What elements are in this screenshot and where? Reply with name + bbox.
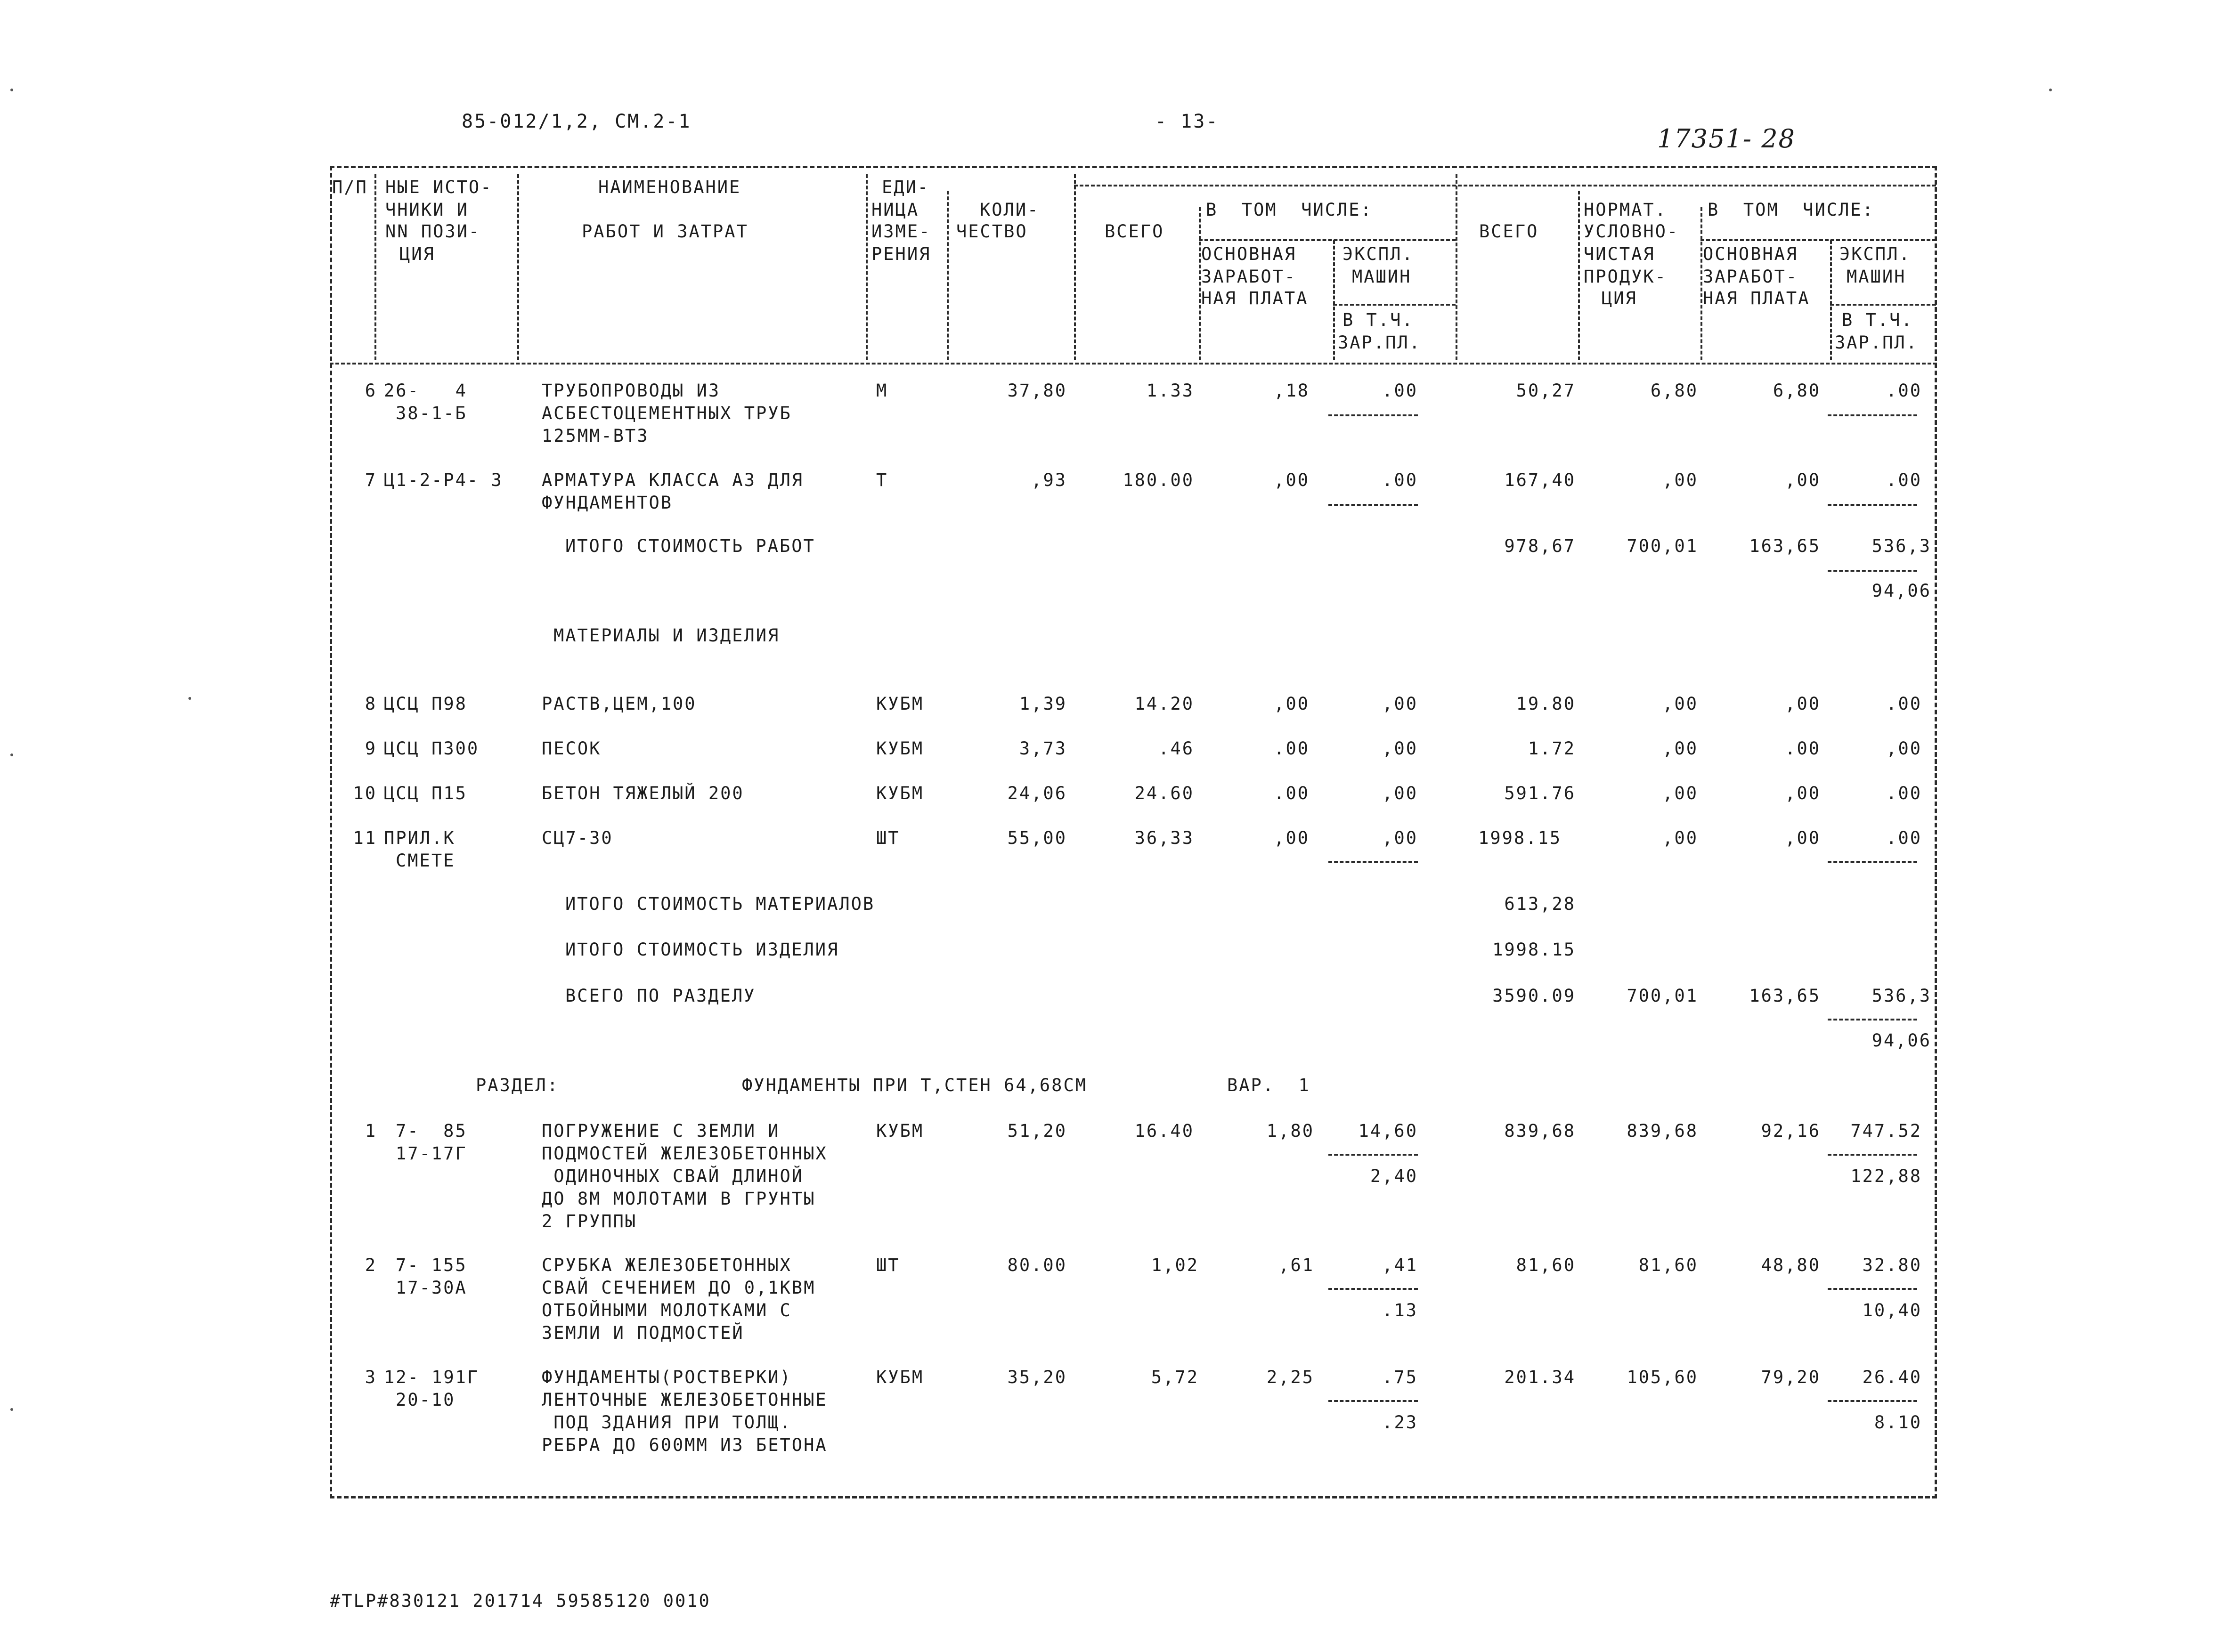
row-source: 12- 191Г (384, 1367, 480, 1387)
row-name: ПОДМОСТЕЙ ЖЕЛЕЗОБЕТОННЫХ (542, 1143, 828, 1164)
total-materials-label: ИТОГО СТОИМОСТЬ МАТЕРИАЛОВ (565, 894, 875, 914)
row-cost-norm: 81,60 (1638, 1255, 1698, 1275)
row-cost-mach: .00 (1886, 783, 1922, 803)
row-cost-base: ,00 (1785, 470, 1821, 490)
row-name: СЦ7-30 (542, 828, 613, 848)
row-cost-total: 591.76 (1504, 783, 1576, 803)
total-works-label: ИТОГО СТОИМОСТЬ РАБОТ (565, 536, 815, 556)
row-source: ЦСЦ П15 (384, 783, 467, 803)
row-cost-mach: .00 (1886, 694, 1922, 714)
row-quantity: 51,20 (1007, 1121, 1067, 1141)
header-cost-norm: ЧИСТАЯ (1584, 244, 1655, 264)
row-unit-mach: ,41 (1382, 1255, 1418, 1275)
scan-speck (10, 1408, 13, 1411)
row-unit-total: 16.40 (1134, 1121, 1194, 1141)
row-source: 7- 85 (396, 1121, 467, 1141)
header-divider (1578, 191, 1580, 360)
total-materials-value: 613,28 (1504, 894, 1576, 914)
underline (1328, 414, 1418, 416)
row-name: ПОД ЗДАНИЯ ПРИ ТОЛЩ. (542, 1412, 792, 1433)
underline (1828, 504, 1917, 506)
row-number: 11 (353, 828, 377, 848)
row-cost-total: 19.80 (1516, 694, 1576, 714)
underline (1328, 1400, 1418, 1402)
header-cost-base: ЗАРАБОТ- (1703, 267, 1798, 287)
row-unit-total: 24.60 (1134, 783, 1194, 803)
row-unit: М (876, 381, 888, 401)
header-rule (1830, 304, 1936, 306)
row-cost-norm: ,00 (1662, 783, 1698, 803)
row-unit: КУБМ (876, 738, 924, 759)
header-cost-incl: В ТОМ ЧИСЛЕ: (1708, 200, 1874, 220)
row-source: 7- 155 (396, 1255, 467, 1275)
row-unit-mach: .75 (1382, 1367, 1418, 1387)
row-unit-base: ,00 (1274, 694, 1310, 714)
row-number: 3 (365, 1367, 377, 1387)
row-unit: ШТ (876, 1255, 900, 1275)
row-unit: Т (876, 470, 888, 490)
row-cost-mach: 747.52 (1850, 1121, 1922, 1141)
section-variant: ВАР. 1 (1227, 1075, 1310, 1095)
row-cost-mach-wage: 10,40 (1862, 1300, 1922, 1320)
row-cost-total: 81,60 (1516, 1255, 1576, 1275)
row-number: 6 (365, 381, 377, 401)
row-cost-mach: 32.80 (1862, 1255, 1922, 1275)
section-title: ФУНДАМЕНТЫ ПРИ Т,СТЕН 64,68СМ (742, 1075, 1088, 1095)
header-unit-base: ОСНОВНАЯ (1201, 244, 1297, 264)
row-unit: КУБМ (876, 694, 924, 714)
header-unit-total: ВСЕГО (1105, 221, 1164, 242)
row-cost-total: 167,40 (1504, 470, 1576, 490)
row-cost-norm: ,00 (1662, 738, 1698, 759)
row-unit-mach-wage: .23 (1382, 1412, 1418, 1433)
header-divider (1456, 174, 1457, 360)
row-unit: ШТ (876, 828, 900, 848)
section-label: РАЗДЕЛ: (476, 1075, 559, 1095)
row-cost-base: ,00 (1785, 828, 1821, 848)
header-unit-mach: МАШИН (1352, 267, 1412, 287)
materials-title: МАТЕРИАЛЫ И ИЗДЕЛИЯ (553, 625, 780, 646)
header-cost-total: ВСЕГО (1479, 221, 1539, 242)
row-quantity: 3,73 (1019, 738, 1067, 759)
row-cost-base: 6,80 (1773, 381, 1821, 401)
header-unit-mach: ЗАР.ПЛ. (1338, 332, 1421, 353)
row-cost-norm: ,00 (1662, 694, 1698, 714)
header-col-unit: ЕДИ- (882, 177, 930, 197)
underline (1828, 570, 1917, 572)
row-cost-mach-wage: 122,88 (1850, 1166, 1922, 1186)
row-name: ТРУБОПРОВОДЫ ИЗ (542, 381, 721, 401)
row-cost-total: 50,27 (1516, 381, 1576, 401)
row-source: СМЕТЕ (396, 850, 456, 871)
total-items-label: ИТОГО СТОИМОСТЬ ИЗДЕЛИЯ (565, 939, 839, 960)
total-section-cost-total: 3590.09 (1492, 986, 1576, 1006)
row-cost-mach: 26.40 (1862, 1367, 1922, 1387)
row-cost-base: ,00 (1785, 694, 1821, 714)
total-works-cost-mach: 536,3 (1871, 536, 1931, 556)
header-col-unit: РЕНИЯ (871, 244, 931, 264)
row-unit-base: ,00 (1274, 828, 1310, 848)
row-number: 8 (365, 694, 377, 714)
row-cost-total: 1998.15 (1478, 828, 1562, 848)
scan-speck (2049, 89, 2052, 91)
row-source: ЦСЦ П98 (384, 694, 467, 714)
header-cost-mach: МАШИН (1847, 267, 1906, 287)
header-col-quantity: ЧЕСТВО (956, 221, 1028, 242)
header-cost-norm: НОРМАТ. (1584, 200, 1667, 220)
row-unit-base: 1,80 (1266, 1121, 1314, 1141)
header-unit-incl: В ТОМ ЧИСЛЕ: (1206, 200, 1373, 220)
header-divider (1074, 174, 1076, 360)
row-number: 9 (365, 738, 377, 759)
document-code: 85-012/1,2, СМ.2-1 (462, 111, 692, 132)
header-col-unit: НИЦА (871, 200, 919, 220)
underline (1828, 1288, 1917, 1290)
row-unit-base: .00 (1274, 783, 1310, 803)
row-cost-norm: ,00 (1662, 470, 1698, 490)
row-name: 125ММ-ВТ3 (542, 426, 649, 446)
header-cost-norm: УСЛОВНО- (1584, 221, 1679, 242)
footer-code: #TLP#830121 201714 59585120 0010 (330, 1591, 711, 1611)
row-cost-norm: 105,60 (1627, 1367, 1698, 1387)
header-bottom-rule (330, 363, 1937, 364)
header-divider (1700, 207, 1702, 360)
header-col-name: НАИМЕНОВАНИЕ (598, 177, 741, 197)
row-name: 2 ГРУППЫ (542, 1211, 637, 1231)
scan-speck (10, 89, 13, 91)
header-col-source: ЧНИКИ И (385, 200, 469, 220)
header-cost-base: НАЯ ПЛАТА (1703, 288, 1810, 308)
row-unit-mach: ,00 (1382, 694, 1418, 714)
header-col-source: ЦИЯ (399, 244, 435, 264)
header-col-source: НЫЕ ИСТО- (385, 177, 493, 197)
header-col-name: РАБОТ И ЗАТРАТ (582, 221, 749, 242)
row-source: 38-1-Б (396, 403, 467, 423)
row-cost-base: ,00 (1785, 783, 1821, 803)
header-divider (1199, 207, 1201, 360)
row-unit-total: .46 (1158, 738, 1194, 759)
header-col-unit: ИЗМЕ- (871, 221, 931, 242)
header-cost-mach: В Т.Ч. (1842, 310, 1913, 330)
total-works-cost-base: 163,65 (1749, 536, 1821, 556)
row-unit: КУБМ (876, 1367, 924, 1387)
row-number: 2 (365, 1255, 377, 1275)
header-unit-mach: В Т.Ч. (1342, 310, 1414, 330)
total-items-value: 1998.15 (1492, 939, 1576, 960)
header-unit-base: НАЯ ПЛАТА (1201, 288, 1309, 308)
row-unit-total: 180.00 (1123, 470, 1194, 490)
total-section-label: ВСЕГО ПО РАЗДЕЛУ (565, 986, 756, 1006)
header-rule (1074, 185, 1936, 186)
underline (1828, 414, 1917, 416)
row-number: 1 (365, 1121, 377, 1141)
row-cost-base: .00 (1785, 738, 1821, 759)
row-cost-base: 79,20 (1761, 1367, 1821, 1387)
row-unit-base: 2,25 (1266, 1367, 1314, 1387)
header-col-number: П/П (332, 177, 368, 197)
row-name: АСБЕСТОЦЕМЕНТНЫХ ТРУБ (542, 403, 792, 423)
row-source: 17-30А (396, 1278, 467, 1298)
row-unit-base: ,18 (1274, 381, 1310, 401)
row-number: 7 (365, 470, 377, 490)
row-number: 10 (353, 783, 377, 803)
row-name: ЛЕНТОЧНЫЕ ЖЕЛЕЗОБЕТОННЫЕ (542, 1390, 828, 1410)
row-cost-norm: 6,80 (1650, 381, 1698, 401)
page-number: - 13- (1155, 111, 1219, 132)
header-divider (1333, 240, 1335, 360)
total-works-cost-mach-wage: 94,06 (1871, 581, 1931, 601)
underline (1828, 861, 1917, 863)
header-divider (866, 174, 868, 360)
header-divider (947, 191, 949, 360)
header-cost-mach: ЭКСПЛ. (1839, 244, 1911, 264)
total-section-cost-mach-wage: 94,06 (1871, 1030, 1931, 1051)
row-cost-norm: 839,68 (1627, 1121, 1698, 1141)
row-name: АРМАТУРА КЛАССА А3 ДЛЯ (542, 470, 804, 490)
row-cost-base: 48,80 (1761, 1255, 1821, 1275)
header-cost-norm: ЦИЯ (1602, 288, 1637, 308)
row-name: РЕБРА ДО 600ММ ИЗ БЕТОНА (542, 1435, 828, 1455)
row-name: РАСТВ,ЦЕМ,100 (542, 694, 697, 714)
row-quantity: 55,00 (1007, 828, 1067, 848)
total-section-cost-base: 163,65 (1749, 986, 1821, 1006)
row-cost-mach: ,00 (1886, 738, 1922, 759)
row-cost-mach: .00 (1886, 828, 1922, 848)
row-source: 17-17Г (396, 1143, 467, 1164)
row-unit-total: 5,72 (1151, 1367, 1199, 1387)
row-unit-total: 1.33 (1146, 381, 1194, 401)
header-divider (517, 174, 519, 360)
underline (1328, 861, 1418, 863)
underline (1828, 1154, 1917, 1156)
underline (1328, 504, 1418, 506)
row-unit-base: ,00 (1274, 470, 1310, 490)
row-unit-mach-wage: 2,40 (1370, 1166, 1418, 1186)
row-name: СРУБКА ЖЕЛЕЗОБЕТОННЫХ (542, 1255, 792, 1275)
underline (1828, 1400, 1917, 1402)
row-cost-mach: .00 (1886, 470, 1922, 490)
row-unit-total: 1,02 (1151, 1255, 1199, 1275)
header-unit-base: ЗАРАБОТ- (1201, 267, 1297, 287)
header-divider (1830, 240, 1832, 360)
header-divider (374, 174, 376, 360)
header-unit-mach: ЭКСПЛ. (1342, 244, 1414, 264)
row-cost-mach-wage: 8.10 (1874, 1412, 1922, 1433)
row-unit-mach-wage: .13 (1382, 1300, 1418, 1320)
row-name: ДО 8М МОЛОТАМИ В ГРУНТЫ (542, 1189, 816, 1209)
row-source: 20-10 (396, 1390, 456, 1410)
row-name: ФУНДАМЕНТОВ (542, 493, 673, 513)
row-unit-total: 36,33 (1134, 828, 1194, 848)
row-quantity: 80.00 (1007, 1255, 1067, 1275)
row-quantity: 35,20 (1007, 1367, 1067, 1387)
header-col-quantity: КОЛИ- (980, 200, 1040, 220)
row-unit-total: 14.20 (1134, 694, 1194, 714)
underline (1328, 1288, 1418, 1290)
row-unit-mach: ,00 (1382, 828, 1418, 848)
row-cost-total: 839,68 (1504, 1121, 1576, 1141)
row-unit-base: .00 (1274, 738, 1310, 759)
row-name: ОДИНОЧНЫХ СВАЙ ДЛИНОЙ (542, 1166, 804, 1186)
total-works-cost-norm: 700,01 (1627, 536, 1698, 556)
row-quantity: 24,06 (1007, 783, 1067, 803)
row-cost-total: 201.34 (1504, 1367, 1576, 1387)
total-section-cost-norm: 700,01 (1627, 986, 1698, 1006)
row-name: ФУНДАМЕНТЫ(РОСТВЕРКИ) (542, 1367, 792, 1387)
row-name: ЗЕМЛИ И ПОДМОСТЕЙ (542, 1323, 744, 1343)
row-name: ПЕСОК (542, 738, 602, 759)
row-quantity: 1,39 (1019, 694, 1067, 714)
header-cost-base: ОСНОВНАЯ (1703, 244, 1798, 264)
row-unit-mach: 14,60 (1358, 1121, 1418, 1141)
handwritten-number: 17351- 28 (1657, 124, 1796, 154)
scan-speck (188, 697, 191, 700)
row-unit-mach: ,00 (1382, 783, 1418, 803)
row-name: ПОГРУЖЕНИЕ С ЗЕМЛИ И (542, 1121, 780, 1141)
row-name: СВАЙ СЕЧЕНИЕМ ДО 0,1КВМ (542, 1278, 816, 1298)
total-works-cost-total: 978,67 (1504, 536, 1576, 556)
row-quantity: ,93 (1031, 470, 1067, 490)
row-unit-base: ,61 (1278, 1255, 1314, 1275)
row-unit: КУБМ (876, 783, 924, 803)
row-quantity: 37,80 (1007, 381, 1067, 401)
underline (1328, 1154, 1418, 1156)
scan-speck (10, 753, 13, 756)
row-source: ЦСЦ П300 (384, 738, 480, 759)
row-unit-mach: .00 (1382, 381, 1418, 401)
header-cost-norm: ПРОДУК- (1584, 267, 1667, 287)
row-source: 26- 4 (384, 381, 467, 401)
header-cost-mach: ЗАР.ПЛ. (1835, 332, 1918, 353)
header-col-source: NN ПОЗИ- (385, 221, 481, 242)
header-rule (1199, 239, 1456, 241)
row-cost-mach: .00 (1886, 381, 1922, 401)
row-name: БЕТОН ТЯЖЕЛЫЙ 200 (542, 783, 744, 803)
underline (1828, 1019, 1917, 1020)
header-rule (1333, 304, 1456, 306)
total-section-cost-mach: 536,3 (1871, 986, 1931, 1006)
row-source: Ц1-2-Р4- 3 (384, 470, 503, 490)
header-rule (1700, 239, 1936, 241)
row-cost-total: 1.72 (1528, 738, 1576, 759)
row-unit: КУБМ (876, 1121, 924, 1141)
row-cost-base: 92,16 (1761, 1121, 1821, 1141)
row-unit-mach: ,00 (1382, 738, 1418, 759)
row-name: ОТБОЙНЫМИ МОЛОТКАМИ С (542, 1300, 792, 1320)
row-source: ПРИЛ.К (384, 828, 456, 848)
row-unit-mach: .00 (1382, 470, 1418, 490)
row-cost-norm: ,00 (1662, 828, 1698, 848)
